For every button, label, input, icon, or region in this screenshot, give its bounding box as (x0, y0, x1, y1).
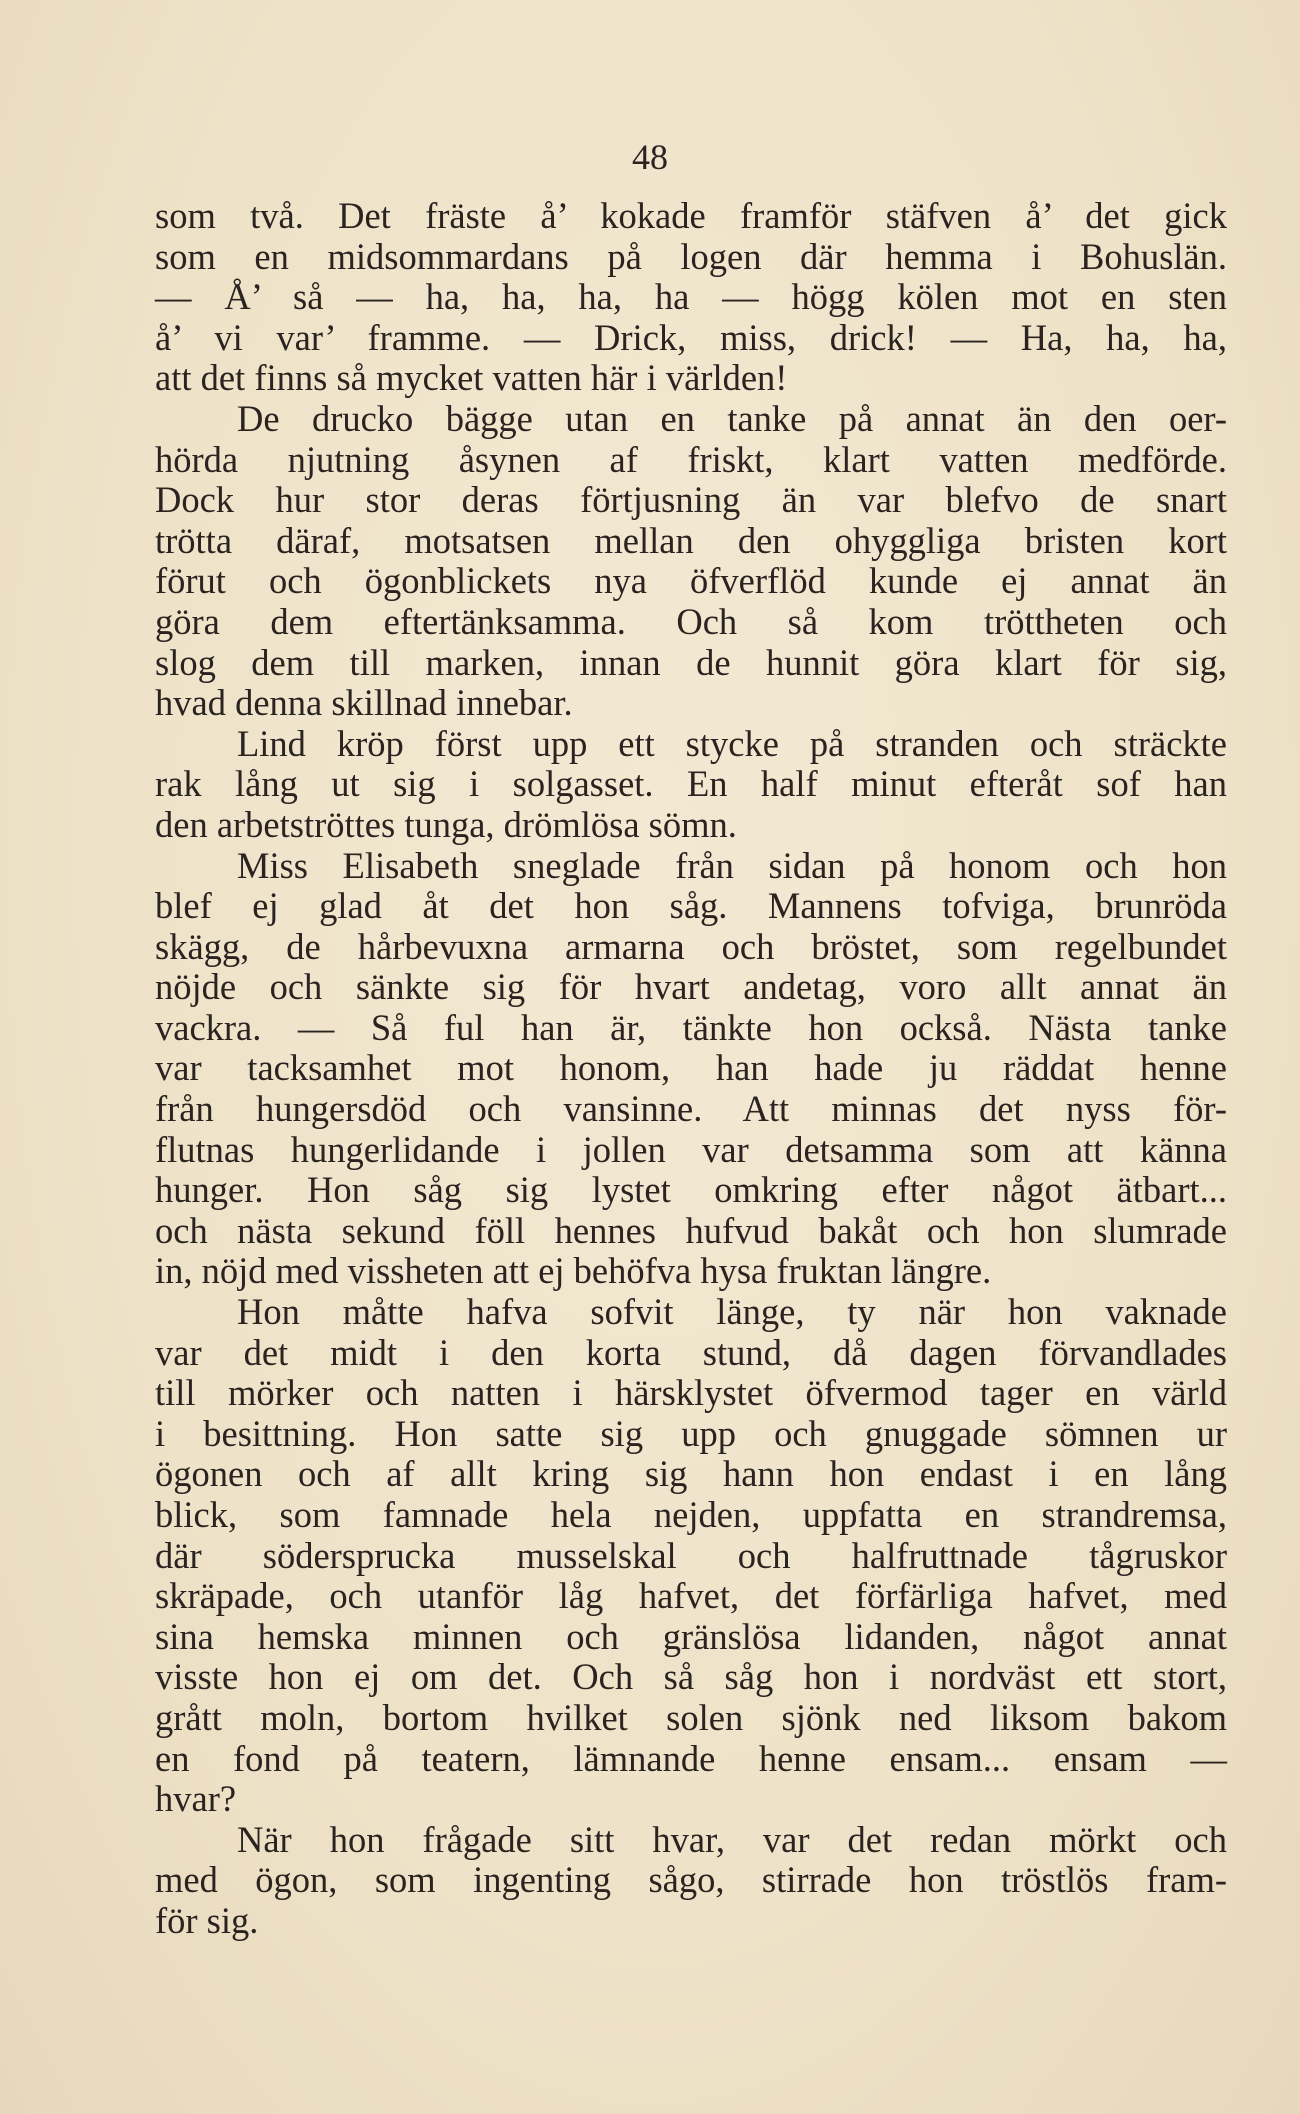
text-line: skräpade, och utanför låg hafvet, det förfärliga hafvet, med (155, 1575, 1227, 1617)
text-line: skägg, de hårbevuxna armarna och bröstet, som regelbundet (155, 925, 1227, 967)
text-line: vackra. — Så ful han är, tänkte hon också. Nästa tanke (155, 1006, 1227, 1048)
text-line: den arbetströttes tunga, drömlösa sömn. (155, 803, 737, 845)
text-line: var det midt i den korta stund, då dagen förvandlades (155, 1331, 1227, 1373)
text-line: Lind kröp först upp ett stycke på stranden och sträckte (237, 722, 1227, 764)
text-line: som en midsommardans på logen där hemma i Bohuslän. (155, 235, 1227, 277)
text-line: blick, som famnade hela nejden, uppfatta en strandremsa, (155, 1494, 1227, 1535)
text-line: en fond på teatern, lämnande henne ensam... ensam — (155, 1737, 1227, 1779)
text-line: in, nöjd med vissheten att ej behöfva hysa fruktan längre. (155, 1250, 992, 1292)
text-line: hvar? (155, 1778, 237, 1820)
text-line: ögonen och af allt kring sig hann hon endast i en lång (155, 1453, 1227, 1495)
text-line: att det finns så mycket vatten här i världen! (155, 357, 788, 399)
text-line: göra dem eftertänksamma. Och så kom tröttheten och (155, 600, 1227, 642)
text-line: hörda njutning åsynen af friskt, klart vatten medförde. (155, 438, 1227, 480)
text-line: När hon frågade sitt hvar, var det redan mörkt och (237, 1818, 1227, 1860)
text-line: och nästa sekund föll hennes hufvud bakåt och hon slumrade (155, 1209, 1227, 1251)
text-line: De drucko bägge utan en tanke på annat än den oer- (237, 397, 1227, 439)
text-line: trötta däraf, motsatsen mellan den ohyggliga bristen kort (155, 519, 1227, 561)
text-line: till mörker och natten i härsklystet öfvermod tager en värld (155, 1372, 1227, 1414)
text-line: hvad denna skillnad innebar. (155, 682, 573, 724)
paragraph (155, 846, 1227, 1293)
text-line: å’ vi var’ framme. — Drick, miss, drick! — Ha, ha, ha, (155, 316, 1227, 358)
text-line: var tacksamhet mot honom, han hade ju räddat henne (155, 1047, 1227, 1089)
text-line: med ögon, som ingenting sågo, stirrade hon tröstlös fram- (155, 1859, 1227, 1901)
text-line: från hungersdöd och vansinne. Att minnas det nyss för- (155, 1088, 1227, 1130)
paragraph (155, 724, 1227, 846)
text-line: grått moln, bortom hvilket solen sjönk ned liksom bakom (155, 1696, 1227, 1738)
text-line: för sig. (155, 1899, 259, 1941)
text-line: där södersprucka musselskal och halfruttnade tågruskor (155, 1534, 1227, 1576)
text-line: som två. Det fräste å’ kokade framför stäfven å’ det gick (155, 195, 1227, 236)
text-line: nöjde och sänkte sig för hvart andetag, voro allt annat än (155, 966, 1227, 1008)
text-line: Miss Elisabeth sneglade från sidan på honom och hon (237, 844, 1227, 886)
text-line: i besittning. Hon satte sig upp och gnuggade sömnen ur (155, 1412, 1227, 1454)
body-text (155, 196, 1227, 1942)
text-line: Dock hur stor deras förtjusning än var blefvo de snart (155, 479, 1227, 521)
text-line: blef ej glad åt det hon såg. Mannens tofviga, brunröda (155, 885, 1227, 927)
text-line: sina hemska minnen och gränslösa lidanden, något annat (155, 1615, 1227, 1657)
paragraph (155, 1292, 1227, 1820)
text-line: flutnas hungerlidande i jollen var detsamma som att känna (155, 1128, 1227, 1170)
text-line: förut och ögonblickets nya öfverflöd kunde ej annat än (155, 560, 1227, 602)
text-line: Hon måtte hafva sofvit länge, ty när hon vaknade (237, 1291, 1227, 1333)
paragraph (155, 1820, 1227, 1942)
text-line: rak lång ut sig i solgasset. En half minut efteråt sof han (155, 763, 1227, 805)
page-number: 48 (632, 137, 668, 177)
paragraph (155, 196, 1227, 399)
text-line: — Å’ så — ha, ha, ha, ha — högg kölen mot en sten (155, 276, 1227, 318)
text-line: visste hon ej om det. Och så såg hon i nordväst ett stort, (155, 1656, 1227, 1698)
paragraph (155, 399, 1227, 724)
text-line: hunger. Hon såg sig lystet omkring efter något ätbart... (155, 1169, 1227, 1211)
text-line: slog dem till marken, innan de hunnit göra klart för sig, (155, 641, 1227, 683)
